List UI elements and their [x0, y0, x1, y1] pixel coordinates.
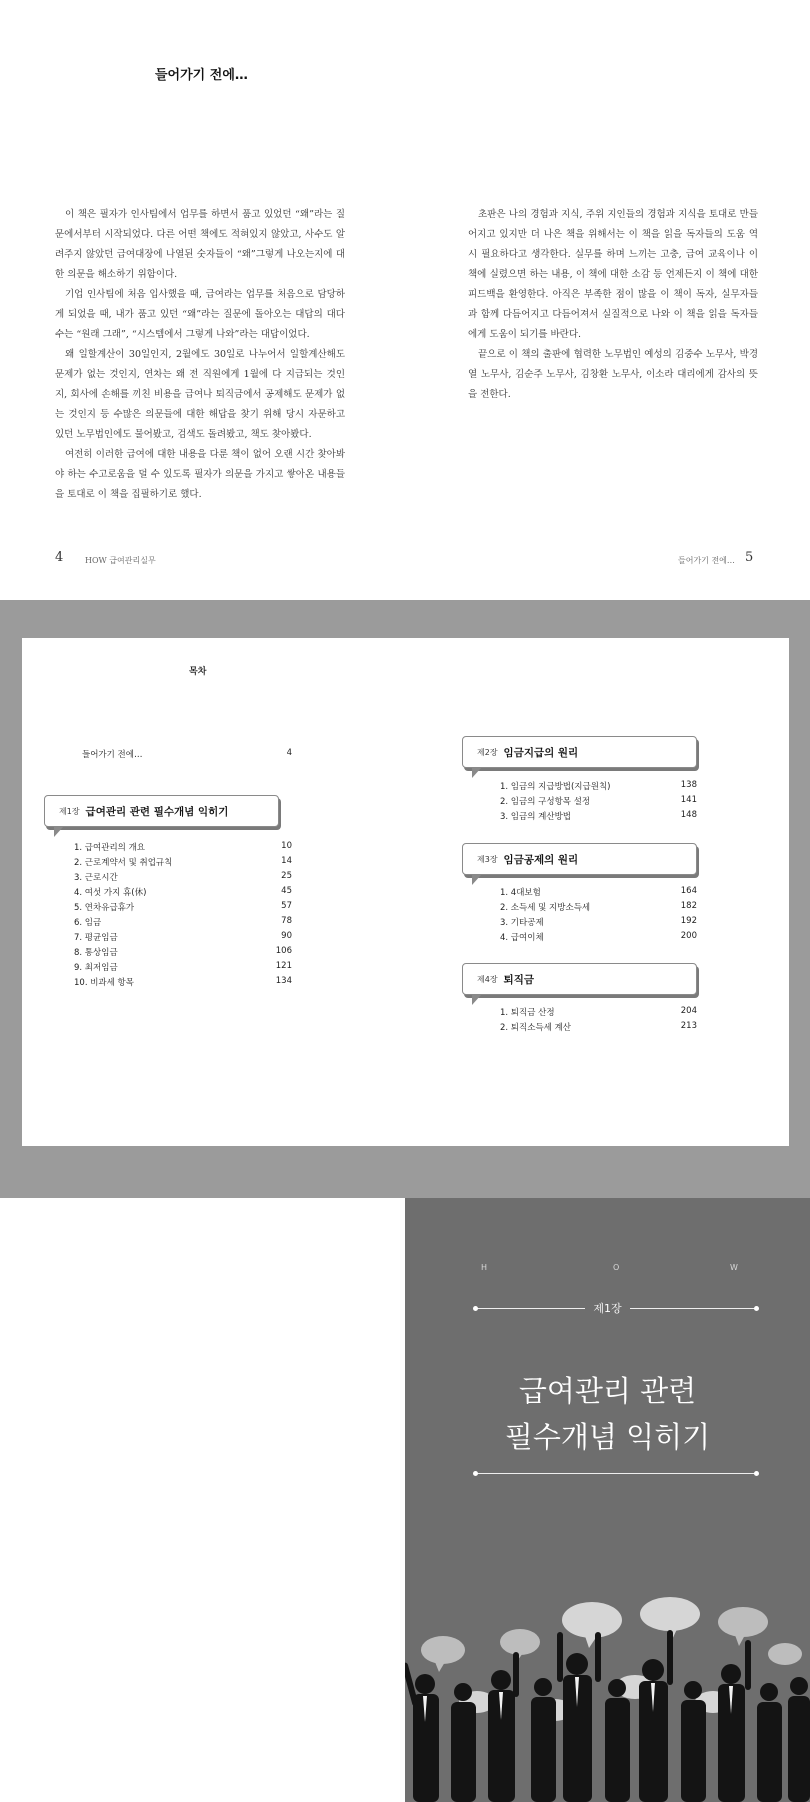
toc-entry[interactable]: 2. 소득세 및 지방소득세 182 [500, 901, 697, 913]
toc-entry[interactable]: 1. 4대보험 164 [500, 886, 697, 898]
left-page-body [55, 205, 345, 505]
toc-entry[interactable]: 2. 퇴직소득세 계산 213 [500, 1021, 697, 1033]
chapter-3-banner[interactable] [462, 843, 697, 875]
section-heading: 들어가기 전에… [155, 68, 248, 83]
toc-entry-label: 들어가기 전에… [82, 750, 143, 760]
paragraph: 기업 인사팀에 처음 입사했을 때, 급여라는 업무를 처음으로 담당하게 되었을 때, 내가 품고 있던 “왜”라는 질문에 돌아오는 대답의 대다수는 “원래 그래”, “시스템에서 그렇게 나와”라는 대답이었다. [55, 289, 345, 340]
chapter-name: 퇴직금 [503, 973, 534, 986]
how-letter: O [613, 1263, 621, 1272]
chapter-number: 제3장 [477, 854, 498, 864]
toc-entry[interactable]: 6. 임금 78 [74, 916, 292, 928]
paragraph: 초판은 나의 경험과 지식, 주위 지인들의 경험과 지식을 토대로 만들어지고 있지만 더 나은 책을 위해서는 이 책을 읽을 독자들의 도움 역시 필요하다고 생각한다. 실무를 하며 느끼는 고충, 급여 교육이나 이 책에 실렸으면 하는 내용, 이 책에 대한 소감 등 언제든지 이 책에 대한 피드백을 환영한다. 아직은 부족한 점이 많을 이 책이 독자, 실무자들과 함께 다듬어지고 다듬어져서 실질적으로 나와 이 책을 읽을 독자들에게 도움이 되기를 바란다. [468, 209, 758, 340]
toc-entry[interactable]: 1. 급여관리의 개요 10 [74, 841, 292, 853]
paragraph: 왜 일할계산이 30일인지, 2월에도 30일로 나누어서 일할계산해도 문제가 없는 것인지, 연차는 왜 전 직원에게 1월에 다 지급되는 것인지, 회사에 손해를 끼친 비용을 급여나 퇴직금에서 공제해도 문제가 없는 것인지 등 수많은 의문들에 대한 해답을 찾기 위해 당시 자문하고 있던 노무법인에도 물어봤고, 검색도 돌려봤고, 책도 찾아봤다. [55, 349, 345, 440]
rule-dot [754, 1471, 759, 1476]
right-page-body [468, 205, 758, 405]
toc-entry[interactable]: 3. 기타공제 192 [500, 916, 697, 928]
paragraph: 여전히 이러한 급여에 대한 내용을 다룬 책이 없어 오랜 시간 찾아봐야 하는 수고로움을 덜 수 있도록 필자가 의문을 가지고 쌓아온 내용들을 토대로 이 책을 집필하기로 했다. [55, 449, 345, 500]
speech-tail [472, 768, 481, 778]
toc-entry[interactable]: 8. 통상임금 106 [74, 946, 292, 958]
speech-tail [472, 995, 481, 1005]
chapter-1-banner[interactable] [44, 795, 279, 827]
bottom-rule [475, 1473, 757, 1474]
toc-entry[interactable]: 1. 퇴직금 산정 204 [500, 1006, 697, 1018]
paragraph: 끝으로 이 책의 출판에 협력한 노무법인 예성의 김중수 노무사, 박경열 노무사, 김순주 노무사, 김창환 노무사, 이소라 대리에게 감사의 뜻을 전한다. [468, 349, 758, 400]
toc-entry-intro[interactable] [82, 748, 292, 760]
chapter-4-banner[interactable] [462, 963, 697, 995]
book-spread-intro [0, 0, 810, 600]
chapter-name: 임금지급의 원리 [503, 746, 579, 759]
chapter-name: 급여관리 관련 필수개념 익히기 [85, 805, 229, 818]
toc-entry[interactable]: 3. 근로시간 25 [74, 871, 292, 883]
toc-entry[interactable]: 2. 근로계약서 및 취업규칙 14 [74, 856, 292, 868]
toc-entry[interactable]: 3. 임금의 계산방법 148 [500, 810, 697, 822]
right-page-number: 5 [745, 550, 754, 565]
toc-entry[interactable]: 1. 임금의 지급방법(지급원칙) 138 [500, 780, 697, 792]
left-page-number: 4 [55, 550, 64, 565]
right-running-head: 들어가기 전에… [678, 556, 735, 565]
how-letter: W [730, 1263, 739, 1272]
chapter-opener-page [405, 1198, 810, 1802]
chapter-title [405, 1368, 810, 1460]
crowd-speech-bubbles-illustration [405, 1592, 810, 1802]
toc-page [22, 638, 789, 1146]
toc-spread [0, 600, 810, 1198]
chapter-name: 임금공제의 원리 [503, 853, 579, 866]
toc-title: 목차 [189, 667, 207, 677]
chapter-number: 제1장 [59, 806, 80, 816]
toc-entry[interactable]: 2. 임금의 구성항목 설정 141 [500, 795, 697, 807]
paragraph: 이 책은 필자가 인사팀에서 업무를 하면서 품고 있었던 “왜”라는 질문에서부터 시작되었다. 다른 어떤 책에도 적혀있지 않았고, 사수도 알려주지 않았던 급여대장에 나열된 숫자들이 “왜”그렇게 나오는지에 대한 의문을 해소하기 위함이다. [55, 209, 345, 280]
toc-entry[interactable]: 4. 급여이체 200 [500, 931, 697, 943]
speech-tail [54, 827, 63, 837]
chapter-number: 제2장 [477, 747, 498, 757]
rule-dot [473, 1471, 478, 1476]
toc-entry[interactable]: 7. 평균임금 90 [74, 931, 292, 943]
chapter-title-line: 필수개념 익히기 [504, 1420, 711, 1454]
chapter-number: 제4장 [477, 974, 498, 984]
chapter-2-banner[interactable] [462, 736, 697, 768]
toc-entry[interactable]: 4. 여섯 가지 휴(休) 45 [74, 886, 292, 898]
toc-entry-page: 4 [286, 748, 292, 758]
toc-entry[interactable]: 5. 연차유급휴가 57 [74, 901, 292, 913]
toc-entry[interactable]: 9. 최저임금 121 [74, 961, 292, 973]
chapter-label: 제1장 [405, 1300, 810, 1316]
left-running-head: HOW 급여관리실무 [85, 556, 156, 565]
speech-tail [472, 875, 481, 885]
toc-entry[interactable]: 10. 비과세 항목 134 [74, 976, 292, 988]
chapter-title-line: 급여관리 관련 [518, 1374, 697, 1408]
how-letter: H [481, 1263, 489, 1272]
chapter-opener-spread [0, 1198, 810, 1802]
